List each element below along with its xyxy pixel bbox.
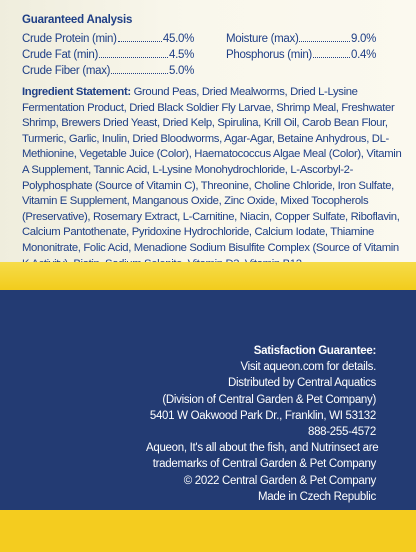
analysis-value: 5.0% [168,65,194,77]
guarantee-line-address: 5401 W Oakwood Park Dr., Franklin, WI 53132 [149,409,376,422]
dot-leader [118,32,162,42]
analysis-label: Crude Protein (min) [22,33,117,45]
guarantee-line-phone: 888-255-4572 [307,426,376,439]
analysis-label: Moisture (max) [226,33,299,45]
dot-leader [299,32,350,42]
yellow-band-bottom [0,510,416,552]
yellow-band-highlight [0,262,416,290]
analysis-value: 9.0% [350,33,376,45]
analysis-value: 4.5% [168,49,194,61]
guaranteed-analysis-heading: Guaranteed Analysis [22,14,133,26]
analysis-row-crude-fat [22,48,194,64]
analysis-row-moisture [226,32,376,48]
guarantee-line-distributor: Distributed by Central Aquatics [228,377,376,390]
dot-leader [99,48,168,58]
satisfaction-guarantee-block [146,343,379,505]
guarantee-line-division: (Division of Central Garden & Pet Company) [162,393,376,406]
guarantee-line-website: Visit aqueon.com for details. [240,361,376,374]
analysis-value: 0.4% [350,49,376,61]
ingredient-statement-label: Ingredient Statement: [22,86,131,98]
analysis-value: 45.0% [162,33,194,45]
guarantee-line-origin: Made in Czech Republic [257,490,376,503]
dot-leader [313,48,350,58]
guarantee-line-trademark-1: Aqueon, It's all about the fish, and Nutrinsect are [146,442,379,455]
guarantee-line-copyright: © 2022 Central Garden & Pet Company [183,474,376,487]
satisfaction-guarantee-title: Satisfaction Guarantee: [253,345,376,357]
label-panel [0,0,416,262]
guarantee-line-trademark-2: trademarks of Central Garden & Pet Company [152,458,376,471]
analysis-label: Phosphorus (min) [226,49,312,61]
analysis-row-crude-protein [22,32,194,48]
ingredient-list: Ground Peas, Dried Mealworms, Dried L-Lysine Fermentation Product, Dried Black Soldier Fly Larvae, Shrimp Meal, Freshwater Shrimp, Brewers Dried Yeast, Dried Kelp, Spirulina, Krill Oil, Carob Bean Flour, Turmeric, Garlic, Inulin, Dried Bloodworms, Agar-Agar, Betaine Anhydrous, DL-Methionine, Vegetable Juice (Color), Haematococcus Algae Meal (Color), Vitamin A Supplement, Tannic Acid, L-Lysine Monohydrochloride, L-Ascorbyl-2-Polyphosphate (Source of Vitamin C), Threonine, Choline Chloride, Iron Sulfate, Vitamin E Supplement, Manganous Oxide, Zinc Oxide, Mixed Tocopherols (Preservative), Rosemary Extract, L-Carnitine, Niacin, Copper Sulfate, Riboflavin, Calcium Pantothenate, Pyridoxine Hydrochloride, Calcium Iodate, Thiamine Mononitrate, Folic Acid, Menadione Sodium Bisulfite Complex (Source of Vitamin [22,86,402,254]
analysis-row-crude-fiber [22,64,194,80]
analysis-label: Crude Fat (min) [22,49,99,61]
ingredient-statement [22,85,404,272]
dot-leader [111,64,168,74]
analysis-row-phosphorus [226,48,376,64]
analysis-label: Crude Fiber (max) [22,65,111,77]
